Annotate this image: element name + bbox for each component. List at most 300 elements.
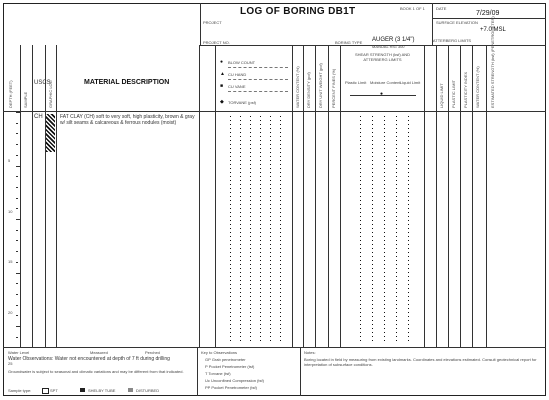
- grid-dot: [270, 220, 271, 221]
- grid-dot: [280, 136, 281, 137]
- grid-dot: [372, 140, 373, 141]
- grid-dot: [280, 188, 281, 189]
- liquid-limit-label: Liquid Limit: [400, 80, 421, 85]
- grid-dot: [250, 156, 251, 157]
- grid-dot: [230, 272, 231, 273]
- grid-dot: [384, 172, 385, 173]
- grid-dot: [372, 236, 373, 237]
- grid-dot: [384, 296, 385, 297]
- grid-dot: [280, 244, 281, 245]
- grid-dot: [360, 240, 361, 241]
- grid-dot: [230, 268, 231, 269]
- grid-dot: [372, 304, 373, 305]
- grid-dot: [396, 320, 397, 321]
- grid-dot: [230, 280, 231, 281]
- grid-dot: [384, 268, 385, 269]
- grid-dot: [372, 320, 373, 321]
- grid-dot: [230, 308, 231, 309]
- grid-dot: [396, 184, 397, 185]
- col-line-graphic: [56, 45, 57, 347]
- grid-dot: [250, 176, 251, 177]
- grid-dot: [270, 300, 271, 301]
- wc-r-header: WATER CONTENT (%): [475, 66, 480, 108]
- grid-dot: [270, 168, 271, 169]
- grid-dot: [408, 220, 409, 221]
- grid-dot: [360, 216, 361, 217]
- depth-tick: [16, 305, 18, 306]
- uscs-value: CH: [34, 114, 43, 120]
- grid-dot: [270, 304, 271, 305]
- grid-dot: [372, 280, 373, 281]
- sheet-label: BOOK 1 OF 1: [400, 6, 425, 11]
- grid-dot: [250, 256, 251, 257]
- grid-dot: [360, 252, 361, 253]
- grid-dot: [280, 328, 281, 329]
- grid-dot: [250, 340, 251, 341]
- grid-dot: [230, 320, 231, 321]
- grid-dot: [360, 300, 361, 301]
- header-left-border: [200, 3, 201, 45]
- grid-dot: [280, 276, 281, 277]
- grid-dot: [250, 248, 251, 249]
- grid-dot: [384, 264, 385, 265]
- col-line-limits-end: [424, 45, 425, 347]
- grid-dot: [260, 280, 261, 281]
- grid-dot: [240, 296, 241, 297]
- grid-dot: [384, 144, 385, 145]
- grid-dot: [396, 208, 397, 209]
- grid-dot: [280, 252, 281, 253]
- grid-dot: [360, 308, 361, 309]
- grid-dot: [260, 120, 261, 121]
- grid-dot: [270, 116, 271, 117]
- grid-dot: [240, 220, 241, 221]
- grid-dot: [230, 200, 231, 201]
- grid-dot: [260, 340, 261, 341]
- grid-dot: [230, 124, 231, 125]
- grid-dot: [250, 284, 251, 285]
- footer-split-2: [300, 347, 301, 396]
- grid-dot: [384, 308, 385, 309]
- grid-dot: [280, 304, 281, 305]
- grid-dot: [280, 196, 281, 197]
- grid-dot: [260, 256, 261, 257]
- grid-dot: [260, 268, 261, 269]
- grid-dot: [250, 296, 251, 297]
- grid-dot: [280, 124, 281, 125]
- grid-dot: [372, 128, 373, 129]
- grid-dot: [260, 332, 261, 333]
- grid-dot: [384, 184, 385, 185]
- grid-dot: [240, 120, 241, 121]
- shelby-swatch: [80, 388, 85, 392]
- grid-dot: [260, 260, 261, 261]
- grid-dot: [372, 292, 373, 293]
- grid-dot: [360, 324, 361, 325]
- grid-dot: [250, 288, 251, 289]
- grid-dot: [408, 132, 409, 133]
- grid-dot: [260, 320, 261, 321]
- grid-dot: [384, 340, 385, 341]
- grid-dot: [250, 148, 251, 149]
- grid-dot: [240, 252, 241, 253]
- col-line-wc: [472, 45, 473, 347]
- grid-dot: [372, 208, 373, 209]
- grid-dot: [240, 156, 241, 157]
- depth-label: 25: [8, 361, 13, 367]
- grid-dot: [250, 228, 251, 229]
- grid-dot: [230, 180, 231, 181]
- grid-dot: [408, 124, 409, 125]
- grid-dot: [280, 212, 281, 213]
- grid-dot: [360, 220, 361, 221]
- grid-dot: [372, 248, 373, 249]
- grid-dot: [360, 200, 361, 201]
- grid-dot: [372, 204, 373, 205]
- spt-swatch: [42, 388, 49, 394]
- grid-dot: [240, 316, 241, 317]
- grid-dot: [250, 280, 251, 281]
- grid-dot: [384, 196, 385, 197]
- grid-dot: [372, 296, 373, 297]
- grid-dot: [396, 152, 397, 153]
- grid-dot: [408, 156, 409, 157]
- grid-dot: [360, 224, 361, 225]
- grid-dot: [230, 332, 231, 333]
- grid-dot: [250, 292, 251, 293]
- grid-dot: [260, 188, 261, 189]
- grid-dot: [360, 284, 361, 285]
- grid-dot: [270, 336, 271, 337]
- grid-dot: [396, 300, 397, 301]
- grid-dot: [408, 144, 409, 145]
- grid-dot: [396, 220, 397, 221]
- grid-dot: [270, 296, 271, 297]
- grid-dot: [396, 120, 397, 121]
- grid-dot: [408, 168, 409, 169]
- shear-scale-line-1: [228, 67, 288, 68]
- grid-dot: [408, 152, 409, 153]
- grid-dot: [384, 336, 385, 337]
- grid-dot: [240, 300, 241, 301]
- grid-dot: [360, 136, 361, 137]
- grid-dot: [240, 320, 241, 321]
- water-content-header: WATER CONTENT (%): [295, 66, 300, 108]
- grid-dot: [372, 312, 373, 313]
- grid-dot: [360, 152, 361, 153]
- grid-dot: [384, 328, 385, 329]
- cu-vane-icon: ■: [220, 83, 224, 89]
- grid-dot: [360, 280, 361, 281]
- grid-dot: [240, 188, 241, 189]
- grid-dot: [270, 332, 271, 333]
- key-item-2: P Pocket Penetrometer (tsf): [205, 364, 255, 369]
- grid-dot: [384, 128, 385, 129]
- grid-dot: [270, 216, 271, 217]
- grid-dot: [360, 208, 361, 209]
- grid-dot: [240, 232, 241, 233]
- grid-dot: [372, 180, 373, 181]
- grid-dot: [372, 120, 373, 121]
- grid-dot: [384, 176, 385, 177]
- depth-tick: [16, 315, 18, 316]
- grid-dot: [372, 216, 373, 217]
- blow-count-label: BLOW COUNT: [228, 60, 256, 65]
- grid-dot: [384, 156, 385, 157]
- grid-dot: [360, 132, 361, 133]
- grid-dot: [280, 140, 281, 141]
- grid-dot: [360, 264, 361, 265]
- grid-dot: [270, 172, 271, 173]
- atterberg-header: ATTERBERG LIMITS: [432, 38, 472, 43]
- grid-dot: [250, 120, 251, 121]
- grid-dot: [384, 160, 385, 161]
- grid-dot: [240, 148, 241, 149]
- grid-dot: [240, 328, 241, 329]
- cu-hand-icon: ▲: [220, 71, 225, 77]
- grid-dot: [408, 216, 409, 217]
- grid-dot: [396, 340, 397, 341]
- grid-dot: [230, 192, 231, 193]
- grid-dot: [408, 268, 409, 269]
- grid-dot: [384, 304, 385, 305]
- grid-dot: [372, 260, 373, 261]
- grid-dot: [396, 180, 397, 181]
- grid-dot: [240, 140, 241, 141]
- grid-dot: [260, 200, 261, 201]
- grid-dot: [396, 332, 397, 333]
- grid-dot: [260, 192, 261, 193]
- grid-dot: [384, 252, 385, 253]
- limits-header: SHEAR STRENGTH (ksf) AND ATTERBERG LIMITS: [354, 52, 411, 62]
- grid-dot: [280, 316, 281, 317]
- depth-tick: [16, 144, 18, 145]
- grid-dot: [396, 244, 397, 245]
- date-label: DATE: [436, 6, 447, 11]
- grid-dot: [260, 116, 261, 117]
- grid-dot: [384, 280, 385, 281]
- grid-dot: [372, 240, 373, 241]
- key-item-1: GP Grab penetrometer: [205, 357, 246, 362]
- grid-dot: [280, 200, 281, 201]
- grid-dot: [230, 156, 231, 157]
- grid-dot: [360, 192, 361, 193]
- grid-dot: [384, 120, 385, 121]
- grid-dot: [270, 128, 271, 129]
- grid-dot: [240, 292, 241, 293]
- grid-dot: [384, 224, 385, 225]
- grid-dot: [250, 128, 251, 129]
- grid-dot: [240, 324, 241, 325]
- grid-dot: [384, 248, 385, 249]
- grid-dot: [396, 164, 397, 165]
- grid-dot: [360, 236, 361, 237]
- grid-dot: [230, 236, 231, 237]
- grid-dot: [260, 224, 261, 225]
- grid-dot: [230, 316, 231, 317]
- grid-dot: [250, 244, 251, 245]
- grid-dot: [396, 232, 397, 233]
- grid-dot: [360, 340, 361, 341]
- grid-dot: [250, 236, 251, 237]
- grid-dot: [230, 120, 231, 121]
- grid-dot: [270, 180, 271, 181]
- grid-dot: [230, 292, 231, 293]
- grid-dot: [360, 128, 361, 129]
- footer-split-1: [197, 347, 198, 396]
- grid-dot: [372, 156, 373, 157]
- grid-dot: [372, 188, 373, 189]
- grid-dot: [250, 224, 251, 225]
- grid-dot: [360, 148, 361, 149]
- grid-dot: [280, 224, 281, 225]
- grid-dot: [270, 144, 271, 145]
- grid-dot: [270, 188, 271, 189]
- grid-dot: [360, 296, 361, 297]
- col-line-pl: [448, 45, 449, 347]
- grid-dot: [250, 328, 251, 329]
- grid-dot: [280, 320, 281, 321]
- grid-dot: [260, 228, 261, 229]
- grid-dot: [250, 140, 251, 141]
- grid-dot: [240, 180, 241, 181]
- grid-dot: [372, 168, 373, 169]
- grid-dot: [360, 160, 361, 161]
- grid-dot: [270, 160, 271, 161]
- column-header-bottom: [3, 111, 546, 112]
- grid-dot: [270, 292, 271, 293]
- grid-dot: [384, 220, 385, 221]
- grid-dot: [408, 288, 409, 289]
- grid-dot: [230, 132, 231, 133]
- grid-dot: [270, 284, 271, 285]
- col-line-pi: [460, 45, 461, 347]
- grid-dot: [280, 340, 281, 341]
- report-title: LOG OF BORING DB1T: [240, 6, 356, 17]
- grid-dot: [280, 268, 281, 269]
- grid-dot: [270, 308, 271, 309]
- grid-dot: [360, 168, 361, 169]
- depth-tick: [16, 198, 18, 199]
- grid-dot: [360, 336, 361, 337]
- grid-dot: [270, 192, 271, 193]
- key-item-4: Uc Unconfined Compression (tsf): [205, 378, 264, 383]
- grid-dot: [384, 132, 385, 133]
- grid-dot: [360, 228, 361, 229]
- disturbed-label: DISTURBED: [136, 388, 160, 393]
- grid-dot: [240, 260, 241, 261]
- grid-dot: [280, 176, 281, 177]
- grid-dot: [360, 316, 361, 317]
- grid-dot: [396, 240, 397, 241]
- grid-dot: [240, 248, 241, 249]
- boring-type-sub: MANUAL RIG 300: [372, 44, 405, 49]
- grid-dot: [360, 272, 361, 273]
- grid-dot: [280, 292, 281, 293]
- grid-dot: [280, 332, 281, 333]
- grid-dot: [408, 292, 409, 293]
- grid-dot: [250, 252, 251, 253]
- grid-dot: [384, 188, 385, 189]
- grid-dot: [240, 236, 241, 237]
- grid-dot: [384, 236, 385, 237]
- grid-dot: [280, 300, 281, 301]
- grid-dot: [280, 156, 281, 157]
- grid-dot: [384, 232, 385, 233]
- grid-dot: [260, 232, 261, 233]
- grid-dot: [240, 280, 241, 281]
- col-line-sample: [32, 45, 33, 347]
- grid-dot: [360, 176, 361, 177]
- grid-dot: [408, 160, 409, 161]
- key-item-3: T Torvane (tsf): [205, 371, 231, 376]
- blow-count-icon: ●: [220, 59, 224, 65]
- grid-dot: [240, 240, 241, 241]
- grid-dot: [280, 312, 281, 313]
- grid-dot: [360, 268, 361, 269]
- grid-dot: [250, 132, 251, 133]
- grid-dot: [260, 176, 261, 177]
- grid-dot: [408, 300, 409, 301]
- grid-dot: [260, 164, 261, 165]
- grid-dot: [270, 228, 271, 229]
- grid-dot: [260, 264, 261, 265]
- grid-dot: [240, 132, 241, 133]
- grid-dot: [250, 232, 251, 233]
- grid-dot: [230, 176, 231, 177]
- grid-dot: [240, 136, 241, 137]
- grid-dot: [360, 328, 361, 329]
- grid-dot: [280, 272, 281, 273]
- grid-dot: [250, 332, 251, 333]
- grid-dot: [260, 272, 261, 273]
- grid-dot: [372, 272, 373, 273]
- grid-dot: [372, 288, 373, 289]
- grid-dot: [384, 284, 385, 285]
- grid-dot: [260, 156, 261, 157]
- grid-dot: [408, 196, 409, 197]
- grid-dot: [396, 216, 397, 217]
- grid-dot: [270, 124, 271, 125]
- grid-dot: [280, 132, 281, 133]
- ll-header: LIQUID LIMIT: [439, 83, 444, 108]
- grid-dot: [250, 276, 251, 277]
- grid-dot: [372, 300, 373, 301]
- grid-dot: [408, 120, 409, 121]
- grid-dot: [250, 240, 251, 241]
- grid-dot: [240, 256, 241, 257]
- grid-dot: [230, 208, 231, 209]
- grid-dot: [270, 276, 271, 277]
- grid-dot: [230, 160, 231, 161]
- grid-dot: [230, 340, 231, 341]
- grid-dot: [408, 180, 409, 181]
- grid-dot: [280, 208, 281, 209]
- grid-dot: [396, 280, 397, 281]
- grid-dot: [260, 304, 261, 305]
- grid-dot: [396, 156, 397, 157]
- estimated-header: ESTIMATED STRENGTH (ksf) (PENETROMETER): [490, 16, 495, 108]
- grid-dot: [360, 164, 361, 165]
- grid-dot: [250, 260, 251, 261]
- grid-dot: [384, 272, 385, 273]
- grid-dot: [396, 272, 397, 273]
- grid-dot: [360, 144, 361, 145]
- grid-dot: [372, 332, 373, 333]
- grid-dot: [270, 340, 271, 341]
- grid-dot: [396, 204, 397, 205]
- depth-tick: [16, 155, 18, 156]
